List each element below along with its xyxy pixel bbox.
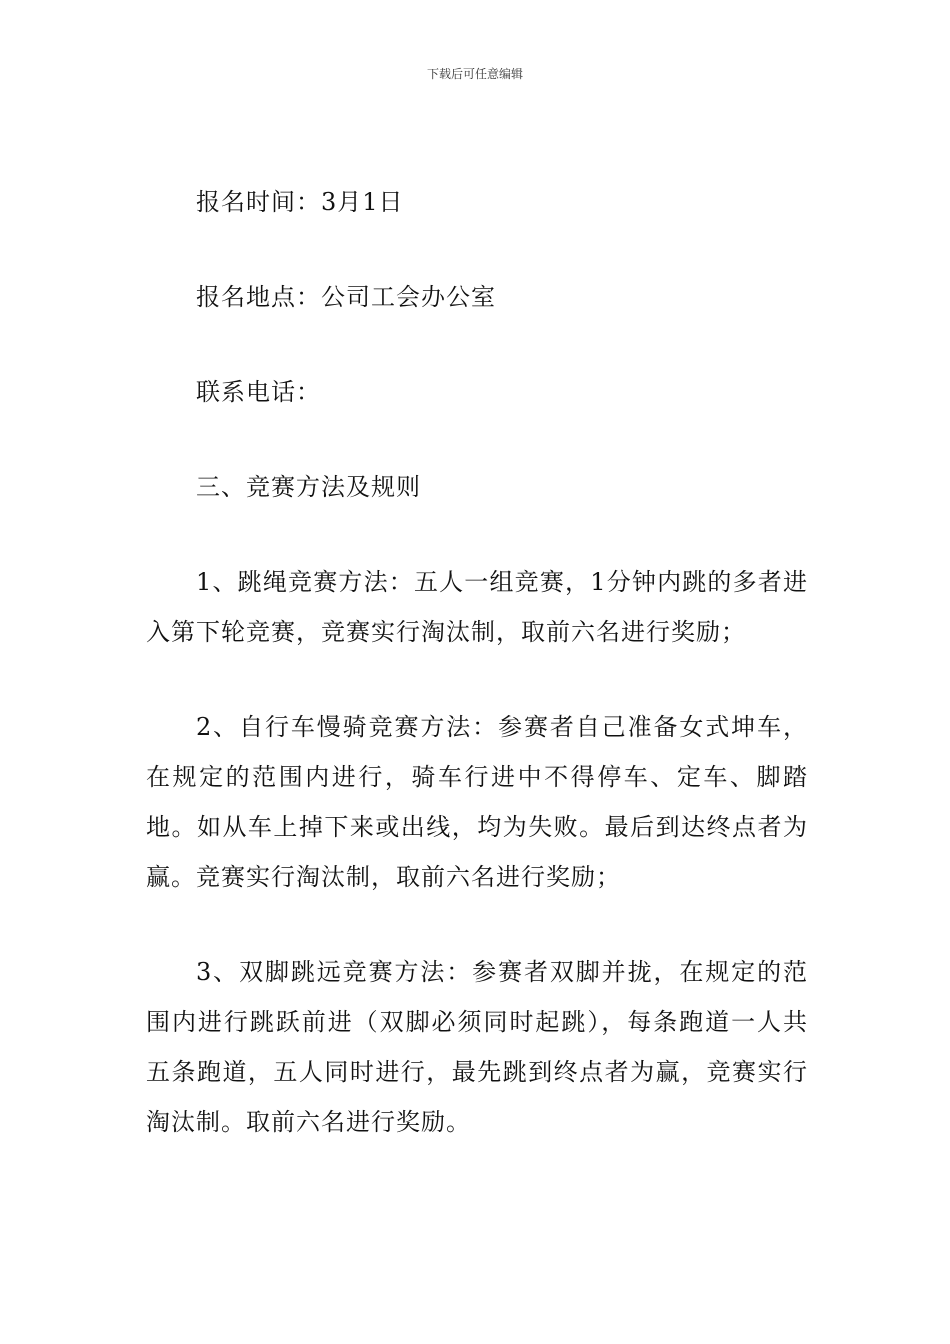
document-body [146, 177, 808, 1192]
rule-jump-rope: 1、跳绳竞赛方法：五人一组竞赛，1分钟内跳的多者进入第下轮竞赛，竞赛实行淘汰制，取前六名进行奖励； [146, 568, 808, 646]
rule-slow-bicycle: 2、自行车慢骑竞赛方法：参赛者自己准备女式坤车，在规定的范围内进行，骑车行进中不得停车、定车、脚踏地。如从车上掉下来或出线，均为失败。最后到达终点者为赢。竞赛实行淘汰制，取前六名进行奖励； [146, 713, 808, 891]
registration-time: 报名时间：3月1日 [196, 188, 404, 216]
registration-location: 报名地点：公司工会办公室 [196, 283, 496, 311]
contact-phone: 联系电话： [196, 378, 321, 406]
page-header: 下载后可任意编辑 [426, 67, 523, 81]
section-heading-rules: 三、竞赛方法及规则 [196, 473, 421, 501]
rule-standing-jump: 3、双脚跳远竞赛方法：参赛者双脚并拢，在规定的范围内进行跳跃前进（双脚必须同时起跳），每条跑道一人共五条跑道，五人同时进行，最先跳到终点者为赢，竞赛实行淘汰制。取前六名进行奖励。 [146, 958, 808, 1136]
